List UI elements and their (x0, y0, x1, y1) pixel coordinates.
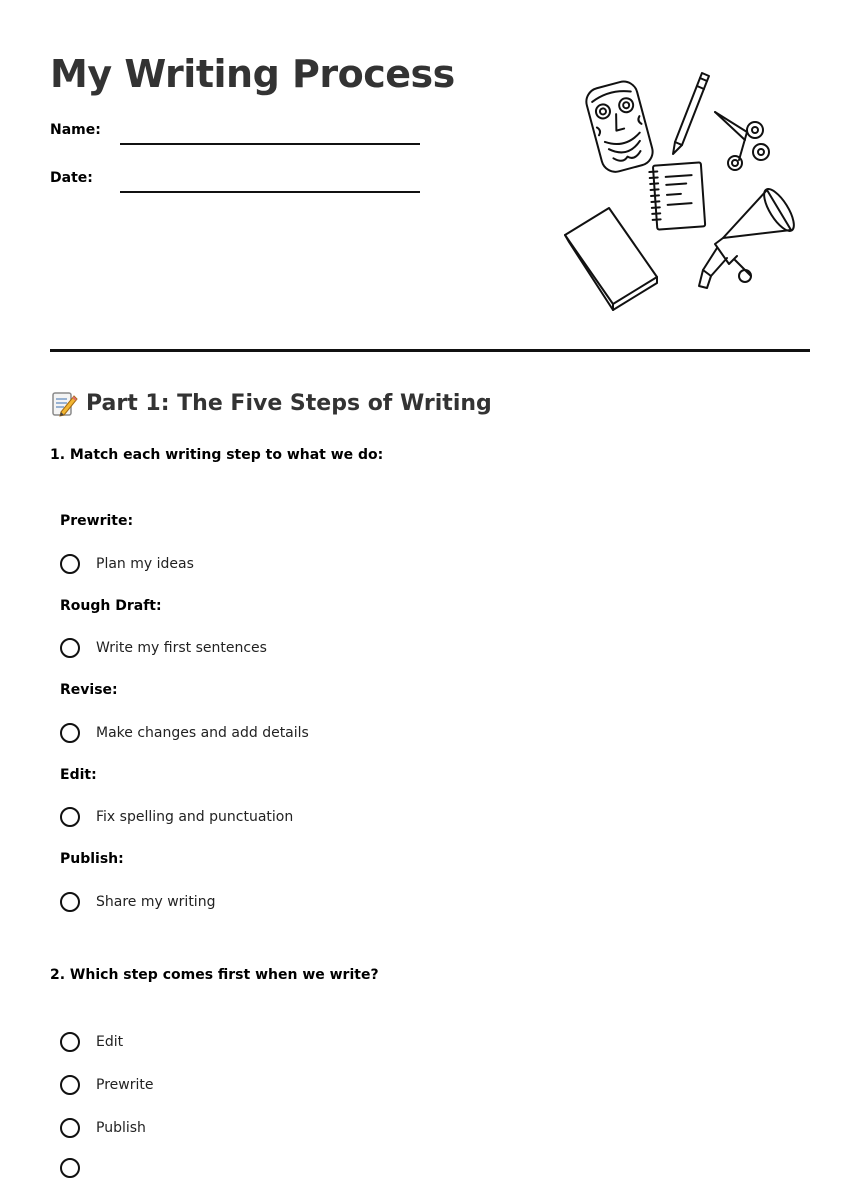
book-icon (565, 208, 657, 310)
section-divider (50, 349, 810, 352)
radio-button[interactable] (60, 723, 80, 743)
name-label: Name: (50, 122, 101, 138)
radio-button[interactable] (60, 1032, 80, 1052)
date-label: Date: (50, 170, 93, 186)
radio-button[interactable] (60, 892, 80, 912)
pencil-icon (673, 73, 709, 154)
option-fix-spelling[interactable] (60, 804, 293, 830)
option-label: Share my writing (96, 894, 216, 910)
question-1-prompt: 1. Match each writing step to what we do: (50, 447, 384, 463)
option-edit[interactable] (60, 1029, 123, 1055)
radio-button[interactable] (60, 1075, 80, 1095)
radio-button[interactable] (60, 638, 80, 658)
step-label-revise: Revise: (60, 682, 118, 698)
option-plan-my-ideas[interactable] (60, 551, 194, 577)
date-field (50, 168, 420, 188)
option-label: Publish (96, 1120, 146, 1136)
question-2-prompt: 2. Which step comes first when we write? (50, 967, 379, 983)
option-label: Plan my ideas (96, 556, 194, 572)
step-label-edit: Edit: (60, 767, 97, 783)
radio-button-partial[interactable] (60, 1158, 80, 1178)
option-label: Make changes and add details (96, 725, 309, 741)
option-label: Edit (96, 1034, 124, 1050)
step-label-prewrite: Prewrite: (60, 513, 134, 529)
name-field (50, 120, 420, 140)
option-prewrite[interactable] (60, 1072, 153, 1098)
option-label: Prewrite (96, 1077, 154, 1093)
radio-button[interactable] (60, 554, 80, 574)
spiral-notepad-icon (649, 162, 705, 229)
radio-button[interactable] (60, 807, 80, 827)
name-input-line[interactable] (120, 143, 420, 145)
part1-heading (50, 388, 492, 420)
step-label-rough-draft: Rough Draft: (60, 598, 162, 614)
memo-pencil-icon (50, 390, 78, 418)
option-write-first-sentences[interactable] (60, 635, 267, 661)
date-input-line[interactable] (120, 191, 420, 193)
option-publish[interactable] (60, 1115, 146, 1141)
megaphone-icon (699, 185, 799, 288)
page-title: My Writing Process (50, 52, 455, 96)
scissors-icon (715, 112, 769, 170)
option-label: Fix spelling and punctuation (96, 809, 294, 825)
part1-title: Part 1: The Five Steps of Writing (86, 391, 492, 416)
tiki-mask-icon (583, 78, 655, 175)
option-share-writing[interactable] (60, 889, 215, 915)
option-make-changes[interactable] (60, 720, 309, 746)
writing-tools-illustration (555, 70, 805, 315)
option-label: Write my first sentences (96, 640, 267, 656)
step-label-publish: Publish: (60, 851, 124, 867)
radio-button[interactable] (60, 1118, 80, 1138)
